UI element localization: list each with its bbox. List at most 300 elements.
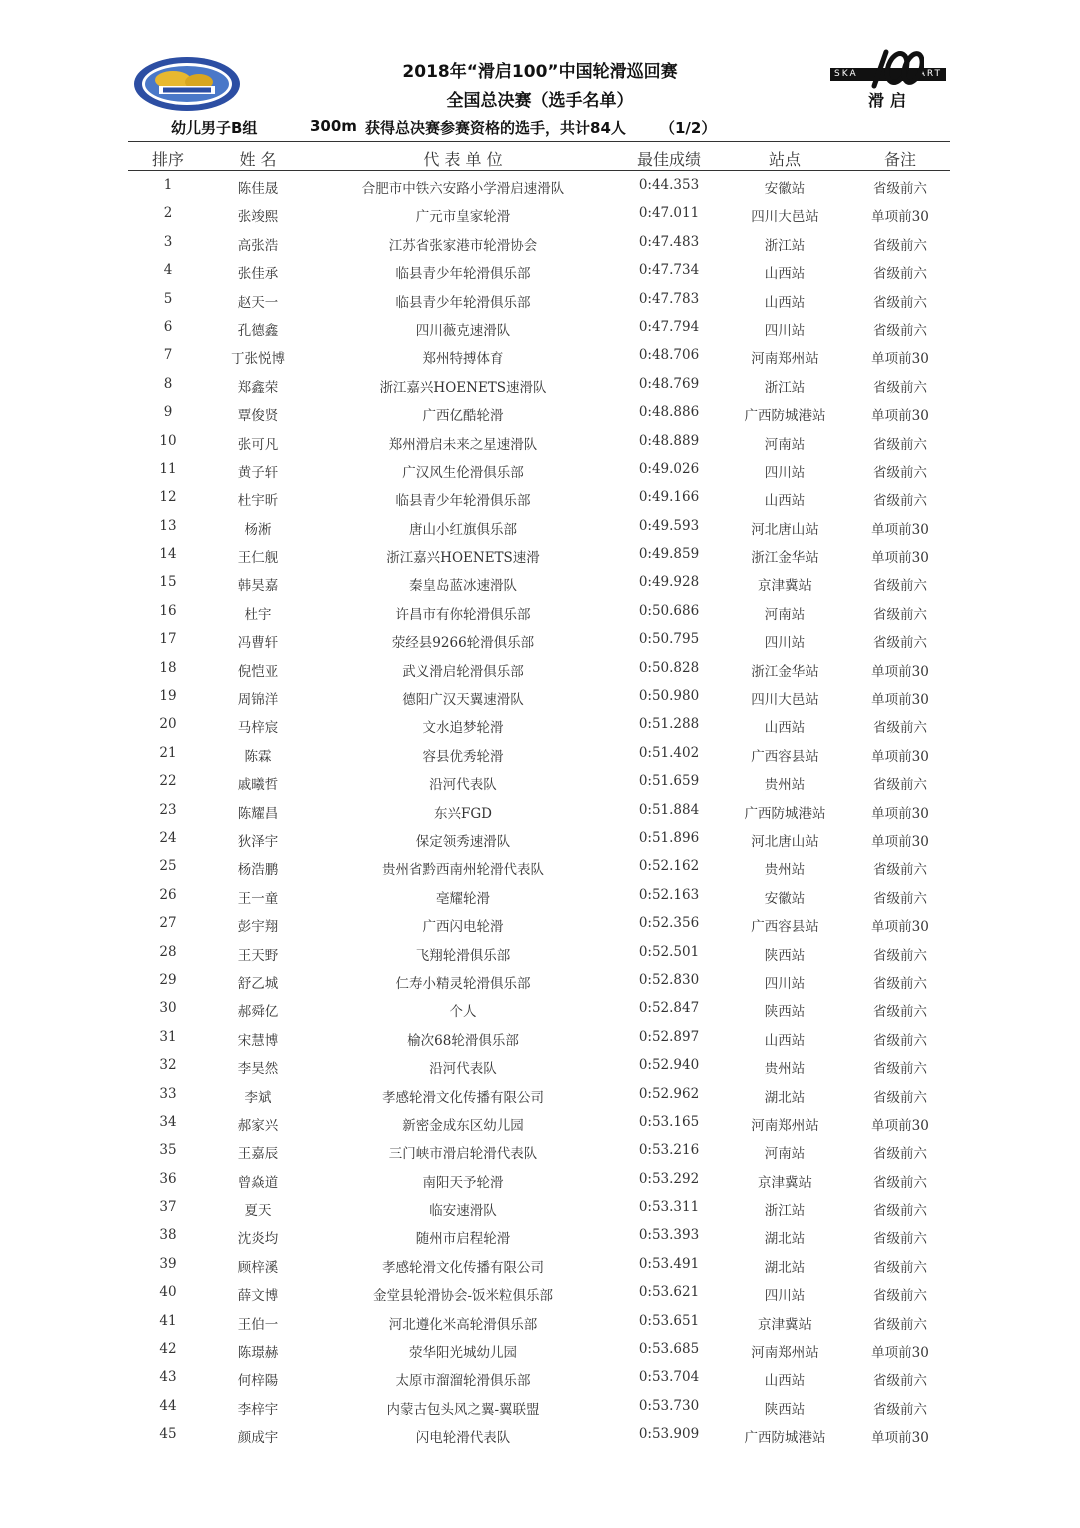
rank-cell: 17 <box>159 631 177 648</box>
table-row <box>128 512 950 540</box>
note-cell: 省级前六 <box>873 493 927 510</box>
rank-cell: 24 <box>159 829 177 846</box>
unit-cell: 荥华阳光城幼儿园 <box>409 1345 517 1362</box>
unit-cell: 郑州特搏体育 <box>422 351 504 368</box>
best-time-cell: 0:51.659 <box>638 773 700 790</box>
note-cell: 省级前六 <box>873 237 927 254</box>
name-cell: 陈璟赫 <box>237 1345 279 1362</box>
best-time-cell: 0:53.491 <box>638 1255 700 1272</box>
name-cell: 张佳承 <box>237 266 279 283</box>
best-time-cell: 0:53.685 <box>638 1341 700 1358</box>
note-cell: 单项前30 <box>871 805 929 822</box>
note-cell: 省级前六 <box>873 294 927 311</box>
best-time-cell: 0:52.830 <box>638 971 700 988</box>
best-time-cell: 0:53.393 <box>638 1227 700 1244</box>
name-cell: 张竣熙 <box>237 209 279 226</box>
unit-cell: 随州市启程轮滑 <box>415 1231 511 1248</box>
unit-cell: 临县青少年轮滑俱乐部 <box>395 493 531 510</box>
name-cell: 王仁舰 <box>237 550 279 567</box>
note-cell: 单项前30 <box>871 550 929 567</box>
table-header <box>128 141 950 171</box>
col-best-time: 最佳成绩 <box>636 150 701 169</box>
site-cell: 浙江站 <box>764 237 806 254</box>
note-cell: 省级前六 <box>873 635 927 652</box>
best-time-cell: 0:53.216 <box>638 1142 700 1159</box>
name-cell: 沈炎均 <box>237 1231 279 1248</box>
name-cell: 曾焱道 <box>237 1174 279 1191</box>
note-cell: 单项前30 <box>871 351 929 368</box>
best-time-cell: 0:52.962 <box>638 1085 700 1102</box>
table-row <box>128 1250 950 1278</box>
table-row <box>128 909 950 937</box>
table-row <box>128 597 950 625</box>
rank-cell: 37 <box>159 1199 177 1216</box>
note-cell: 省级前六 <box>873 975 927 992</box>
rank-cell: 25 <box>159 858 177 875</box>
rank-cell: 28 <box>159 943 177 960</box>
best-time-cell: 0:48.889 <box>638 432 700 449</box>
name-cell: 顾梓溪 <box>237 1259 279 1276</box>
name-cell: 王嘉辰 <box>237 1146 279 1163</box>
best-time-cell: 0:48.769 <box>638 375 700 392</box>
rank-cell: 8 <box>163 375 173 392</box>
name-cell: 孔德鑫 <box>237 322 279 339</box>
unit-cell: 唐山小红旗俱乐部 <box>409 521 517 538</box>
site-cell: 广西防城港站 <box>744 1430 826 1447</box>
rank-cell: 35 <box>159 1142 177 1159</box>
note-cell: 省级前六 <box>873 266 927 283</box>
table-row <box>128 1136 950 1164</box>
table-row <box>128 540 950 568</box>
site-cell: 四川站 <box>764 322 806 339</box>
unit-cell: 武义滑启轮滑俱乐部 <box>402 663 524 680</box>
note-cell: 省级前六 <box>873 1089 927 1106</box>
note-cell: 省级前六 <box>873 1203 927 1220</box>
best-time-cell: 0:53.909 <box>638 1426 700 1443</box>
table-row <box>128 1023 950 1051</box>
best-time-cell: 0:51.288 <box>638 716 700 733</box>
unit-cell: 南阳天予轮滑 <box>422 1174 504 1191</box>
rank-cell: 5 <box>163 290 173 307</box>
rank-cell: 7 <box>163 347 173 364</box>
site-cell: 湖北站 <box>764 1089 806 1106</box>
table-row <box>128 796 950 824</box>
best-time-cell: 0:47.483 <box>638 233 700 250</box>
col-rank: 排序 <box>151 150 184 169</box>
rank-cell: 21 <box>159 744 177 761</box>
name-cell: 马梓宸 <box>237 720 279 737</box>
note-cell: 省级前六 <box>873 1004 927 1021</box>
site-cell: 陕西站 <box>764 1004 806 1021</box>
athlete-table <box>128 141 950 1449</box>
rank-cell: 4 <box>163 262 173 279</box>
table-row <box>128 313 950 341</box>
site-cell: 山西站 <box>764 1032 806 1049</box>
site-cell: 河南站 <box>764 606 806 623</box>
unit-cell: 保定领秀速滑队 <box>415 833 511 850</box>
name-cell: 倪恺亚 <box>237 663 279 680</box>
note-cell: 单项前30 <box>871 748 929 765</box>
name-cell: 戚曦哲 <box>237 777 279 794</box>
best-time-cell: 0:53.651 <box>638 1312 700 1329</box>
name-cell: 李梓宇 <box>237 1401 279 1418</box>
unit-cell: 临县青少年轮滑俱乐部 <box>395 294 531 311</box>
site-cell: 山西站 <box>764 1373 806 1390</box>
table-row <box>128 1165 950 1193</box>
note-cell: 省级前六 <box>873 379 927 396</box>
name-cell: 杨浩鹏 <box>237 862 279 879</box>
logo-band-left: SKA <box>834 69 858 79</box>
table-row <box>128 994 950 1022</box>
rank-cell: 32 <box>159 1057 177 1074</box>
note-cell: 单项前30 <box>871 919 929 936</box>
name-cell: 夏天 <box>244 1203 272 1220</box>
note-cell: 省级前六 <box>873 1373 927 1390</box>
rank-cell: 18 <box>159 659 177 676</box>
site-cell: 河南郑州站 <box>751 351 819 368</box>
note-cell: 单项前30 <box>871 663 929 680</box>
site-cell: 贵州站 <box>764 777 806 794</box>
col-note: 备注 <box>883 150 916 169</box>
table-row <box>128 341 950 369</box>
note-cell: 省级前六 <box>873 1288 927 1305</box>
note-cell: 省级前六 <box>873 1061 927 1078</box>
table-row <box>128 199 950 227</box>
unit-cell: 浙江嘉兴HOENETS速滑队 <box>379 379 547 396</box>
name-cell: 冯曹轩 <box>237 635 279 652</box>
note-cell: 省级前六 <box>873 181 927 197</box>
rank-cell: 42 <box>159 1341 177 1358</box>
name-cell: 杜宇 <box>244 606 272 623</box>
note-cell: 省级前六 <box>873 322 927 339</box>
site-cell: 四川站 <box>764 975 806 992</box>
rank-cell: 41 <box>159 1312 177 1329</box>
name-cell: 薛文博 <box>237 1288 279 1305</box>
rank-cell: 38 <box>159 1227 177 1244</box>
site-cell: 广西容县站 <box>751 919 819 936</box>
document-subtitle: 全国总决赛（选手名单） <box>446 91 634 111</box>
note-cell: 省级前六 <box>873 1259 927 1276</box>
best-time-cell: 0:53.704 <box>638 1369 700 1386</box>
unit-cell: 新密金成东区幼儿园 <box>402 1117 524 1134</box>
site-cell: 京津冀站 <box>758 1316 812 1333</box>
unit-cell: 临安速滑队 <box>429 1203 497 1220</box>
table-row <box>128 1051 950 1079</box>
unit-cell: 荥经县9266轮滑俱乐部 <box>391 635 535 652</box>
unit-cell: 贵州省黔西南州轮滑代表队 <box>382 862 544 879</box>
best-time-cell: 0:49.928 <box>638 574 700 591</box>
site-cell: 四川站 <box>764 1288 806 1305</box>
unit-cell: 榆次68轮滑俱乐部 <box>407 1032 519 1049</box>
col-unit: 代 表 单 位 <box>423 150 503 169</box>
table-row <box>128 568 950 596</box>
name-cell: 黄子轩 <box>237 464 279 481</box>
site-cell: 河南站 <box>764 436 806 453</box>
best-time-cell: 0:53.311 <box>638 1199 700 1216</box>
note-cell: 单项前30 <box>871 408 929 425</box>
site-cell: 京津冀站 <box>758 578 812 595</box>
distance: 300m <box>310 117 357 135</box>
rank-cell: 23 <box>159 801 177 818</box>
note-cell: 单项前30 <box>871 209 929 226</box>
rank-cell: 43 <box>159 1369 177 1386</box>
name-cell: 杨淅 <box>244 521 272 538</box>
best-time-cell: 0:50.686 <box>638 602 700 619</box>
table-row <box>128 824 950 852</box>
rank-cell: 3 <box>163 233 173 250</box>
table-body <box>128 171 950 1449</box>
note-cell: 单项前30 <box>871 521 929 538</box>
rank-cell: 6 <box>163 318 173 335</box>
note-cell: 省级前六 <box>873 947 927 964</box>
name-cell: 宋慧博 <box>237 1032 279 1049</box>
rank-cell: 1 <box>163 177 173 193</box>
table-row <box>128 710 950 738</box>
rank-cell: 11 <box>159 460 177 477</box>
best-time-cell: 0:53.730 <box>638 1397 700 1414</box>
name-cell: 张可凡 <box>237 436 279 453</box>
name-cell: 丁张悦博 <box>231 351 285 368</box>
name-cell: 王一童 <box>237 890 279 907</box>
site-cell: 陕西站 <box>764 947 806 964</box>
rank-cell: 10 <box>159 432 177 449</box>
best-time-cell: 0:47.011 <box>638 205 700 222</box>
table-row <box>128 852 950 880</box>
note-cell: 省级前六 <box>873 606 927 623</box>
rank-cell: 16 <box>159 602 177 619</box>
site-cell: 贵州站 <box>764 862 806 879</box>
site-cell: 山西站 <box>764 493 806 510</box>
logo-chinese: 滑启 <box>867 91 912 110</box>
site-cell: 浙江金华站 <box>751 663 819 680</box>
name-cell: 狄泽宇 <box>237 833 279 850</box>
best-time-cell: 0:47.794 <box>638 318 700 335</box>
table-row <box>128 767 950 795</box>
table-row <box>128 1108 950 1136</box>
unit-cell: 广汉风生伦滑俱乐部 <box>402 464 524 481</box>
unit-cell: 四川薇克速滑队 <box>415 322 511 339</box>
rank-cell: 29 <box>159 971 177 988</box>
name-cell: 郝舜亿 <box>237 1004 279 1021</box>
site-cell: 浙江金华站 <box>751 550 819 567</box>
best-time-cell: 0:52.163 <box>638 886 700 903</box>
group-name: 幼儿男子B组 <box>171 119 258 137</box>
table-row <box>128 654 950 682</box>
name-cell: 颜成宇 <box>237 1430 279 1447</box>
site-cell: 河南郑州站 <box>751 1117 819 1134</box>
rank-cell: 12 <box>159 489 177 506</box>
name-cell: 李斌 <box>244 1089 272 1106</box>
best-time-cell: 0:50.795 <box>638 631 700 648</box>
table-row <box>128 1363 950 1391</box>
col-site: 站点 <box>768 150 801 169</box>
best-time-cell: 0:51.896 <box>638 829 700 846</box>
note-cell: 省级前六 <box>873 720 927 737</box>
name-cell: 陈佳晟 <box>237 181 279 197</box>
best-time-cell: 0:49.026 <box>638 460 700 477</box>
best-time-cell: 0:52.356 <box>638 915 700 932</box>
name-cell: 韩昊嘉 <box>237 578 279 595</box>
col-name: 姓 名 <box>239 150 277 169</box>
site-cell: 四川站 <box>764 635 806 652</box>
qualifier-summary: 获得总决赛参赛资格的选手，共计84人 <box>365 119 626 137</box>
note-cell: 单项前30 <box>871 692 929 709</box>
rank-cell: 40 <box>159 1284 177 1301</box>
table-row <box>128 427 950 455</box>
site-cell: 四川站 <box>764 464 806 481</box>
unit-cell: 沿河代表队 <box>429 777 497 794</box>
table-row <box>128 682 950 710</box>
table-row <box>128 1221 950 1249</box>
note-cell: 省级前六 <box>873 1174 927 1191</box>
note-cell: 省级前六 <box>873 578 927 595</box>
site-cell: 河北唐山站 <box>751 521 819 538</box>
best-time-cell: 0:48.886 <box>638 404 700 421</box>
note-cell: 省级前六 <box>873 890 927 907</box>
rank-cell: 9 <box>163 404 173 421</box>
note-cell: 单项前30 <box>871 833 929 850</box>
site-cell: 安徽站 <box>764 181 806 197</box>
unit-cell: 孝感轮滑文化传播有限公司 <box>382 1089 544 1106</box>
unit-cell: 东兴FGD <box>434 805 492 822</box>
rank-cell: 39 <box>159 1255 177 1272</box>
note-cell: 省级前六 <box>873 1401 927 1418</box>
site-cell: 河南郑州站 <box>751 1345 819 1362</box>
best-time-cell: 0:49.859 <box>638 546 700 563</box>
table-row <box>128 1392 950 1420</box>
rank-cell: 44 <box>159 1397 177 1414</box>
rank-cell: 19 <box>159 688 177 705</box>
site-cell: 浙江站 <box>764 1203 806 1220</box>
note-cell: 省级前六 <box>873 777 927 794</box>
document-title: 2018年“滑启100”中国轮滑巡回赛 <box>402 62 678 82</box>
unit-cell: 文水追梦轮滑 <box>422 720 504 737</box>
rank-cell: 31 <box>159 1028 177 1045</box>
unit-cell: 飞翔轮滑俱乐部 <box>415 947 511 964</box>
unit-cell: 秦皇岛蓝冰速滑队 <box>409 578 517 595</box>
rank-cell: 34 <box>159 1113 177 1130</box>
best-time-cell: 0:52.162 <box>638 858 700 875</box>
best-time-cell: 0:49.593 <box>638 517 700 534</box>
note-cell: 省级前六 <box>873 1032 927 1049</box>
name-cell: 陈霖 <box>244 748 272 765</box>
unit-cell: 郑州滑启未来之星速滑队 <box>388 436 538 453</box>
table-row <box>128 1080 950 1108</box>
table-row <box>128 398 950 426</box>
unit-cell: 仁寿小精灵轮滑俱乐部 <box>395 975 531 992</box>
best-time-cell: 0:44.353 <box>638 177 700 193</box>
site-cell: 四川大邑站 <box>751 692 819 709</box>
site-cell: 广西防城港站 <box>744 805 826 822</box>
site-cell: 广西容县站 <box>751 748 819 765</box>
note-cell: 省级前六 <box>873 1146 927 1163</box>
name-cell: 王伯一 <box>237 1316 279 1333</box>
table-row <box>128 483 950 511</box>
name-cell: 王天野 <box>237 947 279 964</box>
table-row <box>128 256 950 284</box>
best-time-cell: 0:52.897 <box>638 1028 700 1045</box>
rank-cell: 22 <box>159 773 177 790</box>
site-cell: 湖北站 <box>764 1231 806 1248</box>
unit-cell: 孝感轮滑文化传播有限公司 <box>382 1259 544 1276</box>
name-cell: 郑鑫荣 <box>237 379 279 396</box>
rank-cell: 13 <box>159 517 177 534</box>
unit-cell: 许昌市有你轮滑俱乐部 <box>395 606 531 623</box>
note-cell: 省级前六 <box>873 1316 927 1333</box>
unit-cell: 容县优秀轮滑 <box>422 748 504 765</box>
unit-cell: 个人 <box>449 1004 477 1021</box>
unit-cell: 亳耀轮滑 <box>436 890 490 907</box>
name-cell: 郝家兴 <box>237 1117 279 1134</box>
name-cell: 覃俊贤 <box>237 408 279 425</box>
name-cell: 彭宇翔 <box>237 919 279 936</box>
site-cell: 河北唐山站 <box>751 833 819 850</box>
name-cell: 李昊然 <box>237 1061 279 1078</box>
name-cell: 陈耀昌 <box>237 805 279 822</box>
table-row <box>128 1193 950 1221</box>
rank-cell: 33 <box>159 1085 177 1102</box>
best-time-cell: 0:50.828 <box>638 659 700 676</box>
site-cell: 陕西站 <box>764 1401 806 1418</box>
best-time-cell: 0:51.884 <box>638 801 700 818</box>
site-cell: 安徽站 <box>764 890 806 907</box>
note-cell: 单项前30 <box>871 1430 929 1447</box>
best-time-cell: 0:53.165 <box>638 1113 700 1130</box>
unit-cell: 临县青少年轮滑俱乐部 <box>395 266 531 283</box>
table-row <box>128 938 950 966</box>
note-cell: 省级前六 <box>873 464 927 481</box>
best-time-cell: 0:52.847 <box>638 1000 700 1017</box>
unit-cell: 广西闪电轮滑 <box>422 919 504 936</box>
unit-cell: 浙江嘉兴HOENETS速滑 <box>386 550 540 567</box>
table-row <box>128 739 950 767</box>
name-cell: 何梓陽 <box>237 1373 279 1390</box>
site-cell: 京津冀站 <box>758 1174 812 1191</box>
best-time-cell: 0:52.940 <box>638 1057 700 1074</box>
rank-cell: 14 <box>159 546 177 563</box>
table-row <box>128 966 950 994</box>
table-row <box>128 1307 950 1335</box>
best-time-cell: 0:53.621 <box>638 1284 700 1301</box>
rank-cell: 15 <box>159 574 177 591</box>
note-cell: 单项前30 <box>871 1117 929 1134</box>
note-cell: 省级前六 <box>873 436 927 453</box>
best-time-cell: 0:47.734 <box>638 262 700 279</box>
table-row <box>128 285 950 313</box>
table-row <box>128 1278 950 1306</box>
best-time-cell: 0:52.501 <box>638 943 700 960</box>
unit-cell: 河北遵化米高轮滑俱乐部 <box>388 1316 538 1333</box>
unit-cell: 内蒙古包头风之翼-翼联盟 <box>386 1401 540 1418</box>
site-cell: 山西站 <box>764 294 806 311</box>
rank-cell: 26 <box>159 886 177 903</box>
best-time-cell: 0:51.402 <box>638 744 700 761</box>
site-cell: 四川大邑站 <box>751 209 819 226</box>
unit-cell: 太原市溜溜轮滑俱乐部 <box>395 1373 531 1390</box>
logo-band-right: ART <box>918 69 942 79</box>
site-cell: 广西防城港站 <box>744 408 826 425</box>
name-cell: 舒乙城 <box>237 975 279 992</box>
unit-cell: 广西亿酷轮滑 <box>422 408 504 425</box>
table-row <box>128 228 950 256</box>
table-row <box>128 625 950 653</box>
site-cell: 河南站 <box>764 1146 806 1163</box>
name-cell: 赵天一 <box>237 294 279 311</box>
site-cell: 贵州站 <box>764 1061 806 1078</box>
best-time-cell: 0:50.980 <box>638 688 700 705</box>
table-row <box>128 1420 950 1448</box>
rank-cell: 20 <box>159 716 177 733</box>
